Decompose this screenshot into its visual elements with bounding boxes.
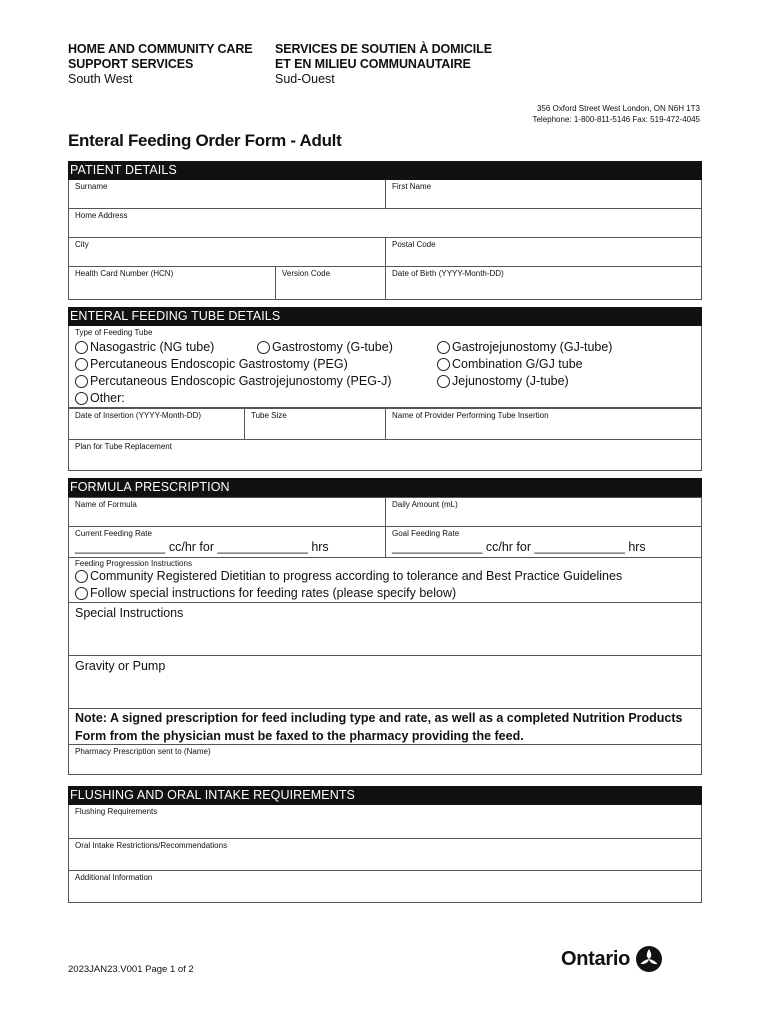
formula-section xyxy=(68,478,702,775)
special-instructions-row xyxy=(68,603,702,656)
version-code-field[interactable] xyxy=(276,267,386,299)
goal-rate-field[interactable] xyxy=(386,527,701,557)
option-special-instructions[interactable] xyxy=(75,585,695,602)
special-instructions-label: Special Instructions xyxy=(75,606,184,620)
radio-icon[interactable] xyxy=(75,587,88,600)
daily-amount-field[interactable] xyxy=(386,498,701,526)
org-fr-line3: Sud-Ouest xyxy=(275,72,335,86)
address-line1: 356 Oxford Street West London, ON N6H 1T3 xyxy=(536,104,700,113)
radio-icon[interactable] xyxy=(437,375,450,388)
gravity-pump-field[interactable] xyxy=(69,656,701,708)
option-other-label: Other: xyxy=(90,391,125,405)
formula-name-label: Name of Formula xyxy=(75,500,137,509)
option-dietitian-label: Community Registered Dietitian to progress according to tolerance and Best Practice Guidelines xyxy=(90,569,623,583)
version-code-label: Version Code xyxy=(282,269,331,278)
surname-label: Surname xyxy=(75,182,108,191)
option-dietitian[interactable] xyxy=(75,568,695,585)
tube-type-block xyxy=(68,326,702,408)
patient-details-header: PATIENT DETAILS xyxy=(68,161,702,180)
hcn-label: Health Card Number (HCN) xyxy=(75,269,174,278)
oral-intake-field[interactable] xyxy=(69,839,701,870)
oral-intake-row xyxy=(68,839,702,871)
org-fr-line2: ET EN MILIEU COMMUNAUTAIRE xyxy=(275,57,471,71)
home-address-label: Home Address xyxy=(75,211,128,220)
additional-info-row xyxy=(68,871,702,903)
tube-size-field[interactable] xyxy=(245,409,386,439)
radio-icon[interactable] xyxy=(75,358,88,371)
first-name-field[interactable] xyxy=(386,180,701,208)
formula-row-name xyxy=(68,497,702,527)
flushing-requirements-label: Flushing Requirements xyxy=(75,807,158,816)
formula-row-rates xyxy=(68,527,702,558)
org-en-line1: HOME AND COMMUNITY CARE xyxy=(68,42,253,56)
office-address xyxy=(532,103,700,125)
tube-row-replacement xyxy=(68,440,702,471)
insertion-date-label: Date of Insertion (YYYY-Month-DD) xyxy=(75,411,201,420)
radio-icon[interactable] xyxy=(437,358,450,371)
radio-icon[interactable] xyxy=(75,392,88,405)
pharmacy-field[interactable] xyxy=(69,745,701,774)
option-gj-tube[interactable] xyxy=(437,339,612,356)
option-ng-label: Nasogastric (NG tube) xyxy=(90,340,215,354)
patient-row-city xyxy=(68,238,702,267)
org-name-french xyxy=(275,42,492,87)
current-rate-line: _____________ cc/hr for _____________ hrs xyxy=(75,540,329,554)
option-g-tube[interactable] xyxy=(257,339,393,356)
patient-row-address xyxy=(68,209,702,238)
option-j-tube[interactable] xyxy=(437,373,612,390)
provider-field[interactable] xyxy=(386,409,701,439)
pharmacy-row xyxy=(68,745,702,775)
radio-icon[interactable] xyxy=(257,341,270,354)
option-peg-j[interactable] xyxy=(75,373,392,390)
radio-icon[interactable] xyxy=(75,375,88,388)
current-rate-label: Current Feeding Rate xyxy=(75,529,152,538)
form-version-code: 2023JAN23.V001 Page 1 of 2 xyxy=(68,964,194,975)
first-name-label: First Name xyxy=(392,182,432,191)
option-other[interactable] xyxy=(75,390,392,407)
replacement-field[interactable] xyxy=(69,440,701,470)
goal-rate-label: Goal Feeding Rate xyxy=(392,529,460,538)
option-j-label: Jejunostomy (J-tube) xyxy=(452,374,569,388)
radio-icon[interactable] xyxy=(75,341,88,354)
city-label: City xyxy=(75,240,89,249)
option-g-label: Gastrostomy (G-tube) xyxy=(272,340,393,354)
insertion-date-field[interactable] xyxy=(69,409,245,439)
progression-label: Feeding Progression Instructions xyxy=(75,559,192,568)
trillium-icon xyxy=(635,945,663,973)
tube-details-header: ENTERAL FEEDING TUBE DETAILS xyxy=(68,307,702,326)
dob-label: Date of Birth (YYYY-Month-DD) xyxy=(392,269,504,278)
additional-info-field[interactable] xyxy=(69,871,701,902)
gravity-pump-label: Gravity or Pump xyxy=(75,659,166,673)
ontario-logo xyxy=(561,945,663,973)
pharmacy-label: Pharmacy Prescription sent to (Name) xyxy=(75,747,211,756)
gravity-row xyxy=(68,656,702,709)
tube-type-label: Type of Feeding Tube xyxy=(75,328,153,337)
prescription-note: Note: A signed prescription for feed including type and rate, as well as a completed Nutrition Products Form from the physician must be faxed to the pharmacy providing the feed. xyxy=(75,711,683,743)
ontario-wordmark: Ontario xyxy=(561,947,631,970)
org-en-line2: SUPPORT SERVICES xyxy=(68,57,194,71)
patient-details-section xyxy=(68,161,702,300)
special-instructions-field[interactable] xyxy=(69,603,701,655)
option-peg-label: Percutaneous Endoscopic Gastrostomy (PEG) xyxy=(90,357,348,371)
formula-name-field[interactable] xyxy=(69,498,386,526)
flushing-section xyxy=(68,786,702,903)
flushing-requirements-field[interactable] xyxy=(69,805,701,838)
option-special-label: Follow special instructions for feeding rates (please specify below) xyxy=(90,586,457,600)
current-rate-field[interactable] xyxy=(69,527,386,557)
radio-icon[interactable] xyxy=(437,341,450,354)
option-gj-label: Gastrojejunostomy (GJ-tube) xyxy=(452,340,613,354)
address-line2: Telephone: 1-800-811-5146 Fax: 519-472-4045 xyxy=(532,115,700,124)
radio-icon[interactable] xyxy=(75,570,88,583)
option-combination[interactable] xyxy=(437,356,612,373)
tube-row-insertion xyxy=(68,408,702,440)
goal-rate-line: _____________ cc/hr for _____________ hrs xyxy=(392,540,646,554)
dob-field[interactable] xyxy=(386,267,701,299)
option-peg-j-label: Percutaneous Endoscopic Gastrojejunostomy (PEG-J) xyxy=(90,374,392,388)
hcn-field[interactable] xyxy=(69,267,276,299)
postal-code-label: Postal Code xyxy=(392,240,436,249)
note-row xyxy=(68,709,702,745)
postal-code-field[interactable] xyxy=(386,238,701,266)
home-address-field[interactable] xyxy=(69,209,701,237)
progression-block xyxy=(68,558,702,603)
city-field[interactable] xyxy=(69,238,386,266)
option-peg[interactable] xyxy=(75,356,392,373)
flushing-header: FLUSHING AND ORAL INTAKE REQUIREMENTS xyxy=(68,786,702,805)
additional-info-label: Additional Information xyxy=(75,873,153,882)
flushing-row xyxy=(68,805,702,839)
patient-row-names xyxy=(68,180,702,209)
daily-amount-label: Daily Amount (mL) xyxy=(392,500,458,509)
replacement-label: Plan for Tube Replacement xyxy=(75,442,172,451)
patient-row-health xyxy=(68,267,702,300)
formula-header: FORMULA PRESCRIPTION xyxy=(68,478,702,497)
tube-details-section xyxy=(68,307,702,471)
org-en-line3: South West xyxy=(68,72,133,86)
org-name-english xyxy=(68,42,253,87)
org-fr-line1: SERVICES DE SOUTIEN À DOMICILE xyxy=(275,42,492,56)
option-combination-label: Combination G/GJ tube xyxy=(452,357,583,371)
surname-field[interactable] xyxy=(69,180,386,208)
form-title: Enteral Feeding Order Form - Adult xyxy=(68,131,342,150)
provider-label: Name of Provider Performing Tube Insertion xyxy=(392,411,549,420)
oral-intake-label: Oral Intake Restrictions/Recommendations xyxy=(75,841,228,850)
tube-size-label: Tube Size xyxy=(251,411,287,420)
